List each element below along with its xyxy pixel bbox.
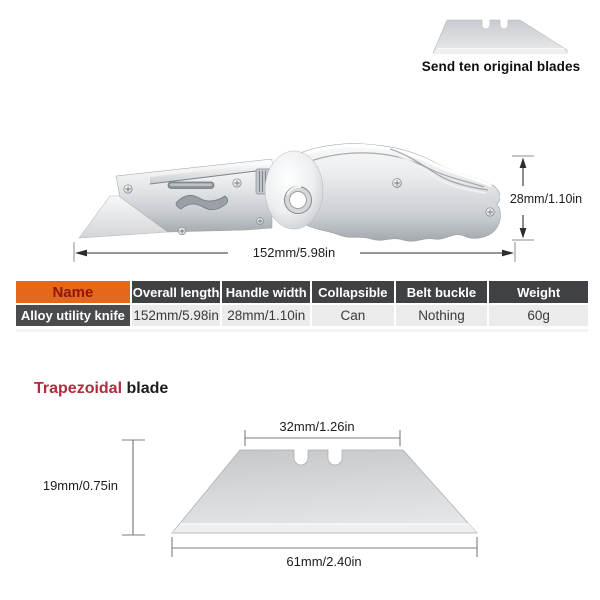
spec-header-handle-width: Handle width [222, 281, 310, 303]
spec-header-belt-buckle: Belt buckle [396, 281, 488, 303]
table-bottom-divider [16, 329, 588, 332]
spec-cell-belt-buckle: Nothing [396, 305, 488, 326]
blade-height-dimension [122, 440, 145, 535]
blade-height-label: 19mm/0.75in [22, 478, 118, 493]
blade-shape [172, 450, 477, 533]
spec-header-collapsible: Collapsible [312, 281, 394, 303]
promo-blade-image [425, 12, 575, 60]
blade-title-rest: blade [122, 380, 169, 397]
blade-cutting-edge [172, 524, 477, 533]
knife-pivot-hole [285, 187, 312, 214]
spec-header-weight: Weight [489, 281, 588, 303]
promo-caption: Send ten original blades [421, 59, 581, 74]
spec-cell-handle-width: 28mm/1.10in [222, 305, 310, 326]
blade-section-title [34, 380, 168, 398]
spec-cell-name: Alloy utility knife [16, 305, 130, 326]
spec-cell-overall-length: 152mm/5.98in [132, 305, 221, 326]
blade-diagram [120, 415, 490, 575]
spec-cell-collapsible: Can [312, 305, 394, 326]
spec-header-overall-length: Overall length [132, 281, 221, 303]
knife-height-label: 28mm/1.10in [500, 192, 592, 207]
knife-length-label: 152mm/5.98in [229, 245, 359, 260]
blade-top-width-label: 32mm/1.26in [247, 419, 387, 434]
blade-bottom-width-label: 61mm/2.40in [252, 554, 396, 569]
spec-table [16, 281, 588, 326]
blade-title-accent: Trapezoidal [34, 380, 123, 397]
spec-header-name: Name [16, 281, 130, 303]
spec-cell-weight: 60g [489, 305, 588, 326]
